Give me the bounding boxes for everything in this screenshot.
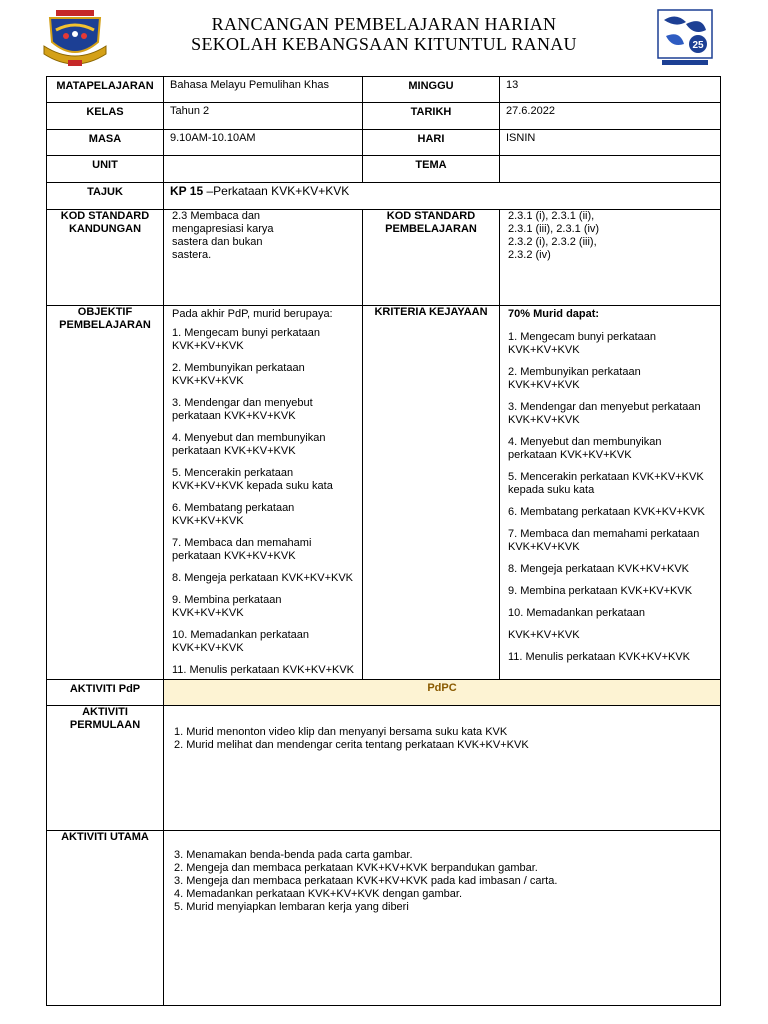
pdp-value: PdPC (164, 680, 721, 706)
lesson-plan-table (46, 76, 721, 1006)
intro-activity-item: 2. Murid melihat dan mendengar cerita tentang perkataan KVK+KV+KVK (174, 739, 529, 751)
criteria-item: 5. Mencerakin perkataan KVK+KV+KVK kepada suku kata (508, 471, 704, 496)
objective-item: 6. Membatang perkataan KVK+KV+KVK (172, 502, 295, 527)
learning-standard-label-line-1: KOD STANDARD (386, 210, 476, 222)
criteria-item: 1. Mengecam bunyi perkataan KVK+KV+KVK (508, 331, 656, 356)
subject-value: Bahasa Melayu Pemulihan Khas (164, 77, 363, 103)
learning-standard-value (500, 210, 721, 306)
criteria-list (500, 306, 721, 680)
intro-activity-list (164, 706, 721, 831)
content-standard-line: 2.3 Membaca dan (172, 210, 261, 222)
row-standards (47, 210, 721, 306)
objective-item: 1. Mengecam bunyi perkataan KVK+KV+KVK (172, 327, 320, 352)
criteria-item: 8. Mengeja perkataan KVK+KV+KVK (508, 563, 690, 575)
unit-value (164, 156, 363, 183)
time-value: 9.10AM-10.10AM (164, 130, 363, 156)
objectives-label-line-2: PEMBELAJARAN (59, 319, 151, 331)
criteria-label: KRITERIA KEJAYAAN (363, 306, 500, 680)
intro-activity-label-line-1: AKTIVITI (82, 706, 128, 718)
criteria-item: 7. Membaca dan memahami perkataan KVK+KV+KVK (508, 528, 700, 553)
ministry-25-logo-icon (656, 8, 714, 68)
criteria-item: 9. Membina perkataan KVK+KV+KVK (508, 585, 693, 597)
criteria-item: 2. Membunyikan perkataan KVK+KV+KVK (508, 366, 641, 391)
learning-standard-label (363, 210, 500, 306)
objective-item: 3. Mendengar dan menyebut perkataan KVK+KV+KVK (172, 397, 313, 422)
intro-activity-label (47, 706, 164, 831)
row-topic (47, 183, 721, 210)
row-time-day (47, 130, 721, 156)
theme-value (500, 156, 721, 183)
learning-standard-line: 2.3.2 (i), 2.3.2 (iii), (508, 236, 597, 248)
objectives-lead: Pada akhir PdP, murid berupaya: (172, 308, 333, 320)
day-value: ISNIN (500, 130, 721, 156)
content-standard-label (47, 210, 164, 306)
row-subject-week (47, 77, 721, 103)
main-activity-item: 2. Mengeja dan membaca perkataan KVK+KV+KVK berpandukan gambar. (174, 862, 538, 874)
class-label: KELAS (47, 103, 164, 130)
time-label: MASA (47, 130, 164, 156)
main-activity-item: 4. Memadankan perkataan KVK+KV+KVK dengan gambar. (174, 888, 463, 900)
learning-standard-line: 2.3.1 (iii), 2.3.1 (iv) (508, 223, 600, 235)
class-value: Tahun 2 (164, 103, 363, 130)
row-unit-theme (47, 156, 721, 183)
row-main-activity (47, 831, 721, 1006)
theme-label: TEMA (363, 156, 500, 183)
content-standard-line: sastera. (172, 249, 212, 261)
date-value: 27.6.2022 (500, 103, 721, 130)
criteria-item: 3. Mendengar dan menyebut perkataan KVK+KV+KVK (508, 401, 701, 426)
content-standard-line: sastera dan bukan (172, 236, 263, 248)
learning-standard-label-line-2: PEMBELAJARAN (385, 223, 477, 235)
learning-standard-line: 2.3.2 (iv) (508, 249, 551, 261)
week-value: 13 (500, 77, 721, 103)
topic-label: TAJUK (47, 183, 164, 210)
day-label: HARI (363, 130, 500, 156)
content-standard-label-line-2: KANDUNGAN (68, 223, 142, 235)
document-header (0, 0, 768, 75)
criteria-item: 4. Menyebut dan membunyikan perkataan KVK+KV+KVK (508, 436, 662, 461)
objectives-list (164, 306, 363, 680)
objective-item: 2. Membunyikan perkataan KVK+KV+KVK (172, 362, 305, 387)
title-line-1: RANCANGAN PEMBELAJARAN HARIAN (211, 14, 557, 34)
row-objectives-criteria (47, 306, 721, 680)
criteria-item: 10. Memadankan perkataan (508, 607, 645, 619)
date-label: TARIKH (363, 103, 500, 130)
intro-activity-label-line-2: PERMULAAN (69, 719, 141, 731)
row-pdp (47, 680, 721, 706)
criteria-item: KVK+KV+KVK (508, 629, 580, 641)
main-activity-item: 5. Murid menyiapkan lembaran kerja yang diberi (174, 901, 409, 913)
learning-standard-line: 2.3.1 (i), 2.3.1 (ii), (508, 210, 595, 222)
row-class-date (47, 103, 721, 130)
week-label: MINGGU (363, 77, 500, 103)
main-activity-label: AKTIVITI UTAMA (47, 831, 164, 1006)
document-title (0, 14, 768, 54)
content-standard-value (164, 210, 363, 306)
objective-item: 4. Menyebut dan membunyikan perkataan KVK+KV+KVK (172, 432, 326, 457)
topic-text: –Perkataan KVK+KV+KVK (203, 184, 350, 198)
objectives-label-line-1: OBJEKTIF (77, 306, 133, 318)
objective-item: 9. Membina perkataan KVK+KV+KVK (172, 594, 282, 619)
criteria-item: 6. Membatang perkataan KVK+KV+KVK (508, 506, 705, 518)
unit-label: UNIT (47, 156, 164, 183)
content-standard-line: mengapresiasi karya (172, 223, 274, 235)
row-intro-activity (47, 706, 721, 831)
objectives-label (47, 306, 164, 680)
main-activity-item: 3. Menamakan benda-benda pada carta gambar. (174, 849, 413, 861)
topic-value (164, 183, 721, 210)
content-standard-label-line-1: KOD STANDARD (60, 210, 150, 222)
objective-item: 11. Menulis perkataan KVK+KV+KVK (172, 664, 355, 676)
objective-item: 5. Mencerakin perkataan KVK+KV+KVK kepada suku kata (172, 467, 333, 492)
subject-label: MATAPELAJARAN (47, 77, 164, 103)
objective-item: 8. Mengeja perkataan KVK+KV+KVK (172, 572, 354, 584)
objective-item: 7. Membaca dan memahami perkataan KVK+KV+KVK (172, 537, 312, 562)
criteria-item: 11. Menulis perkataan KVK+KV+KVK (508, 651, 691, 663)
pdp-label: AKTIVITI PdP (47, 680, 164, 706)
title-line-2: SEKOLAH KEBANGSAAN KITUNTUL RANAU (191, 34, 577, 54)
criteria-lead: 70% Murid dapat: (508, 308, 600, 320)
topic-code: KP 15 (170, 184, 204, 198)
main-activity-item: 3. Mengeja dan membaca perkataan KVK+KV+KVK pada kad imbasan / carta. (174, 875, 558, 887)
objective-item: 10. Memadankan perkataan KVK+KV+KVK (172, 629, 309, 654)
logo-number: 25 (692, 40, 704, 51)
main-activity-list (164, 831, 721, 1006)
intro-activity-item: 1. Murid menonton video klip dan menyanyi bersama suku kata KVK (174, 726, 508, 738)
